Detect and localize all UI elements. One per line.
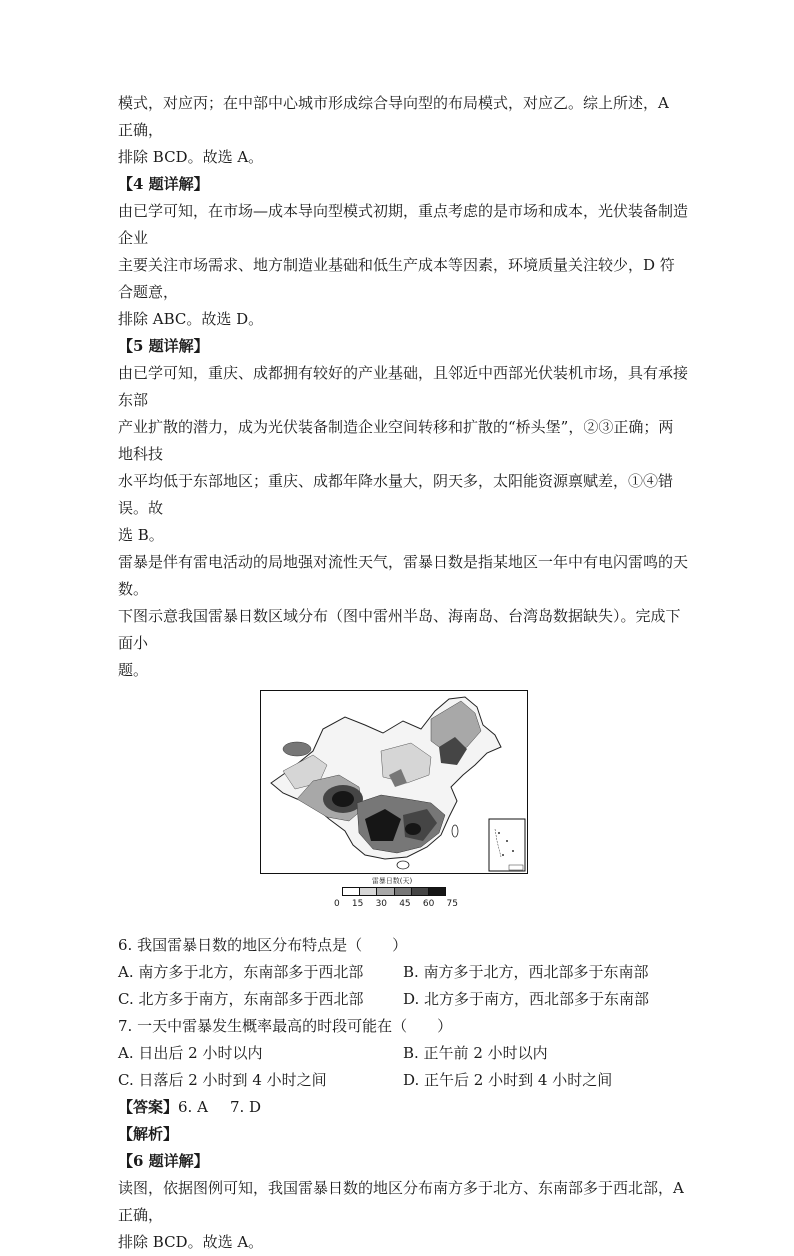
question-7-stem: 7. 一天中雷暴发生概率最高的时段可能在（ ） [118, 1017, 453, 1035]
section-heading-q5: 【5 题详解】 [118, 337, 209, 355]
legend-swatch [428, 888, 445, 895]
legend-tick: 45 [399, 899, 411, 909]
answer-label: 【答案】 [118, 1098, 179, 1116]
legend-swatch [343, 888, 359, 895]
legend-tick: 0 [334, 899, 340, 909]
paragraph-line: 排除 ABC。故选 D。 [118, 310, 264, 328]
analysis-line: 读图，依据图例可知，我国雷暴日数的地区分布南方多于北方、东南部多于西北部，A 正确， [118, 1179, 684, 1224]
paragraph-line: 排除 BCD。故选 A。 [118, 148, 264, 166]
paragraph-line: 由已学可知，在市场—成本导向型模式初期，重点考虑的是市场和成本，光伏装备制造企业 [118, 202, 689, 247]
legend-color-bar [342, 887, 446, 896]
paragraph-line: 模式，对应丙；在中部中心城市形成综合导向型的布局模式，对应乙。综上所述，A 正确， [118, 94, 669, 139]
option-d: D. 北方多于南方，西北部多于东南部 [403, 990, 650, 1008]
legend-tick: 60 [422, 899, 435, 909]
answer-6: 6. A [178, 1098, 208, 1116]
question-6-options-row-1 [118, 959, 688, 986]
answer-7: 7. D [229, 1098, 262, 1116]
analysis-label: 【解析】 [118, 1125, 179, 1143]
question-7-options-row-2 [118, 1067, 688, 1094]
paragraph-line: 产业扩散的潜力，成为光伏装备制造企业空间转移和扩散的“桥头堡”，②③正确；两地科技 [118, 418, 674, 463]
document-page [118, 90, 688, 1256]
intro-line: 下图示意我国雷暴日数区域分布（图中雷州半岛、海南岛、台湾岛数据缺失）。完成下面小 [118, 607, 681, 652]
section-heading-q6: 【6 题详解】 [118, 1152, 209, 1170]
legend-tick: 30 [375, 899, 388, 909]
question-6-stem: 6. 我国雷暴日数的地区分布特点是（ ） [118, 936, 408, 954]
legend-swatch [376, 888, 393, 895]
analysis-line: 排除 BCD。故选 A。 [118, 1233, 264, 1251]
legend-swatch [411, 888, 428, 895]
option-b: B. 南方多于北方，西北部多于东南部 [403, 963, 649, 981]
question-6-options-row-2 [118, 986, 688, 1013]
paragraph-line: 选 B。 [118, 526, 164, 544]
option-d: D. 正午后 2 小时到 4 小时之间 [403, 1071, 613, 1089]
answer-line [118, 1094, 688, 1121]
map-graphic [261, 691, 527, 873]
paragraph-line: 由已学可知，重庆、成都拥有较好的产业基础，且邻近中西部光伏装机市场，具有承接东部 [118, 364, 689, 409]
intro-line: 雷暴是伴有雷电活动的局地强对流性天气，雷暴日数是指某地区一年中有电闪雷鸣的天数。 [118, 553, 689, 598]
legend-title: 雷暴日数(天) [371, 877, 413, 885]
legend-swatch [359, 888, 376, 895]
legend-ticks [334, 898, 458, 910]
legend-tick: 75 [446, 899, 458, 909]
paragraph-line: 水平均低于东部地区；重庆、成都年降水量大，阴天多，太阳能资源禀赋差，①④错误。故 [118, 472, 674, 517]
option-c: C. 日落后 2 小时到 4 小时之间 [118, 1071, 327, 1089]
legend-tick: 15 [351, 899, 364, 909]
south-sea-inset [489, 819, 525, 871]
section-heading-q4: 【4 题详解】 [118, 175, 209, 193]
thunderstorm-map-figure [118, 688, 688, 926]
legend-swatch [394, 888, 411, 895]
option-a: A. 南方多于北方，东南部多于西北部 [118, 963, 364, 981]
option-a: A. 日出后 2 小时以内 [118, 1044, 263, 1062]
option-b: B. 正午前 2 小时以内 [403, 1044, 548, 1062]
paragraph-line: 主要关注市场需求、地方制造业基础和低生产成本等因素，环境质量关注较少，D 符合题意， [118, 256, 675, 301]
option-c: C. 北方多于南方，东南部多于西北部 [118, 990, 364, 1008]
intro-line: 题。 [118, 661, 149, 679]
china-thunderstorm-map [260, 690, 528, 874]
question-7-options-row-1 [118, 1040, 688, 1067]
